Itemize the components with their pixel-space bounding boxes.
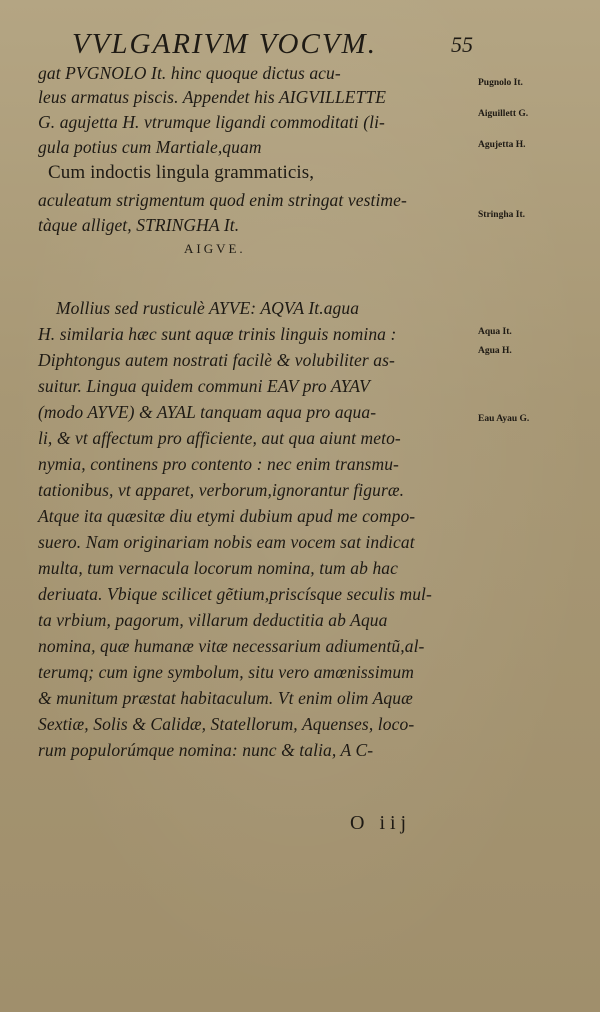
signature-mark: O iij bbox=[350, 812, 412, 834]
text-line: suitur. Lingua quidem communi EAV pro AYAV bbox=[38, 376, 370, 396]
text-line: suero. Nam originariam nobis eam vocem sat indicat bbox=[38, 532, 415, 552]
text-line: Diphtongus autem nostrati facilè & volubiliter as- bbox=[38, 350, 395, 370]
text-line: tationibus, vt apparet, verborum,ignorantur figuræ. bbox=[38, 480, 405, 500]
text-line: Atque ita quæsitæ diu etymi dubium apud me compo- bbox=[38, 506, 416, 526]
margin-note: Eau Ayau G. bbox=[478, 414, 530, 424]
text-line: rum populorúmque nomina: nunc & talia, A C- bbox=[38, 740, 374, 760]
text-line: Sextiæ, Solis & Calidæ, Statellorum, Aquenses, loco- bbox=[38, 714, 415, 734]
text-line: ta vrbium, pagorum, villarum deductitia ab Aqua bbox=[38, 610, 388, 630]
text-line: gat PVGNOLO It. hinc quoque dictus acu- bbox=[38, 63, 341, 83]
section-heading: AIGVE. bbox=[184, 241, 246, 256]
text-line: aculeatum strigmentum quod enim stringat vestime- bbox=[38, 190, 407, 210]
margin-note: Agua H. bbox=[478, 346, 512, 356]
body-text bbox=[38, 62, 478, 763]
margin-note: Agujetta H. bbox=[478, 140, 526, 150]
text-line: G. agujetta H. vtrumque ligandi commoditati (li- bbox=[38, 112, 385, 132]
text-line: deriuata. Vbique scilicet gẽtium,priscísque seculis mul- bbox=[38, 584, 432, 604]
text-line: terumq; cum igne symbolum, situ vero amœnissimum bbox=[38, 662, 414, 682]
margin-note: Aiguillett G. bbox=[478, 109, 529, 119]
text-line: li, & vt affectum pro afficiente, aut qua aiunt meto- bbox=[38, 428, 401, 448]
text-line: nomina, quæ humanæ vitæ necessarium adiumentũ,al- bbox=[38, 636, 425, 656]
text-line: tàque alliget, STRINGHA It. bbox=[38, 215, 240, 235]
text-line: leus armatus piscis. Appendet his AIGVILLETTE bbox=[38, 87, 387, 107]
text-line: Mollius sed rusticulè AYVE: AQVA It.agua bbox=[56, 298, 360, 318]
text-line: H. similaria hæc sunt aquæ trinis linguis nomina : bbox=[38, 324, 397, 344]
text-line: nymia, continens pro contento : nec enim transmu- bbox=[38, 454, 399, 474]
text-line: gula potius cum Martiale,quam bbox=[38, 137, 262, 157]
section-spacer bbox=[38, 261, 478, 295]
text-line: multa, tum vernacula locorum nomina, tum ab hac bbox=[38, 558, 399, 578]
page-header bbox=[0, 26, 600, 66]
text-line: (modo AYVE) & AYAL tanquam aqua pro aqua- bbox=[38, 402, 377, 422]
margin-note: Pugnolo It. bbox=[478, 78, 523, 88]
verse-quotation: Cum indoctis lingula grammaticis, bbox=[48, 162, 315, 183]
margin-note: Aqua It. bbox=[478, 327, 512, 337]
text-line: & munitum præstat habitaculum. Vt enim olim Aquæ bbox=[38, 688, 413, 708]
page-number: 55 bbox=[451, 32, 473, 57]
running-head: VVLGARIVM VOCVM. bbox=[72, 28, 377, 60]
margin-note: Stringha It. bbox=[478, 210, 525, 220]
